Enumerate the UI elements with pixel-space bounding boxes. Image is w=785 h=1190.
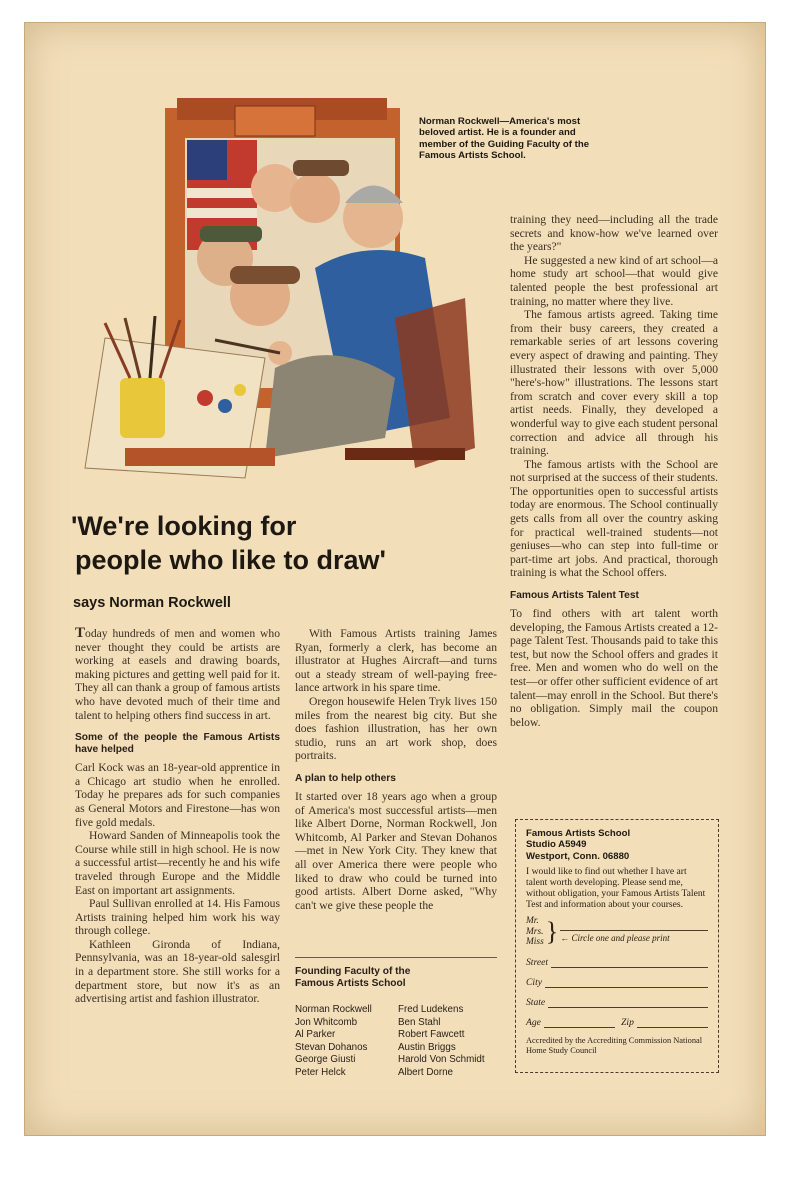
intro-paragraph: Today hundreds of men and women who never thought they could be artists are working at easels and drawing boards, making pictures and getting well paid for it. They all can thank a group of famous artists who have devoted much of their time and talent to helping others find success in art. — [75, 625, 280, 722]
zip-label: Zip — [621, 1016, 634, 1028]
accreditation-note: Accredited by the Accrediting Commission National Home Study Council — [526, 1035, 703, 1055]
faculty-divider — [295, 957, 497, 958]
faculty-box — [295, 966, 497, 1080]
faculty-member: Albert Dorne — [398, 1066, 453, 1078]
coupon-school: Famous Artists School — [526, 828, 631, 839]
state-field[interactable] — [526, 997, 708, 1008]
illustration-caption — [419, 116, 609, 162]
headline-line-2: people who like to draw' — [75, 545, 386, 575]
magazine-page — [24, 22, 766, 1136]
faculty-member: Austin Briggs — [398, 1041, 456, 1053]
faculty-left-column — [295, 1004, 394, 1080]
coupon-body: I would like to find out whether I have art talent worth developing. Please send me, without obligation, your Famous Artists Talent Test and information about your courses. — [526, 866, 706, 911]
headline — [71, 509, 491, 577]
paragraph-opportunities: The famous artists with the School are not surprised at the success of their students. The opportunities open to successful artists today are enormous. The School continually gets calls from all over the country asking for practical well-trained students—not geniuses—who can step into full-time or part-time art jobs. And practical, thorough training is what the School offers. — [510, 457, 718, 580]
coupon-form[interactable] — [515, 819, 719, 1073]
street-label: Street — [526, 956, 549, 968]
helped-subhead: Some of the people the Famous Artists have helped — [75, 732, 280, 756]
paragraph-suggested: He suggested a new kind of art school—a home study art school—that would give talented people the best professional art training, no matter where they live. — [510, 253, 718, 308]
faculty-member: Jon Whitcomb — [295, 1016, 358, 1028]
city-field[interactable] — [526, 977, 708, 988]
faculty-member: Peter Helck — [295, 1066, 346, 1078]
coupon-city: Westport, Conn. 06880 — [526, 850, 630, 862]
city-label: City — [526, 976, 542, 988]
zip-input[interactable] — [637, 1018, 708, 1028]
faculty-member: Fred Ludekens — [398, 1004, 464, 1015]
faculty-title: Founding Faculty of the Famous Artists School — [295, 966, 411, 989]
faculty-right-column — [398, 1004, 497, 1080]
state-label: State — [526, 996, 546, 1008]
title-option-miss[interactable]: Miss — [526, 937, 544, 948]
age-label: Age — [526, 1016, 541, 1028]
paragraph-plan: It started over 18 years ago when a group of America's most successful artists—men like Albert Dorne, Norman Rockwell, Jon Whitcomb, Al Parker and Stevan Dohanos—met in New York City. They knew that all over America there were people who liked to draw who could be turned into good artists. Albert Dorne asked, "Why can't we give these people the — [295, 789, 497, 912]
caption-text: —America's most beloved artist. He is a founder and member of the Guiding Faculty of the Famous Artists School. — [419, 116, 590, 162]
paragraph-training: training they need—including all the trade secrets and know-how we've learned over the years?" — [510, 213, 718, 254]
paragraph-kock: Carl Kock was an 18-year-old apprentice in a Chicago art studio when he enrolled. Today he prepares ads for such companies as General Motors and Firestone—has won five gold medals. — [75, 761, 280, 829]
faculty-member: Stevan Dohanos — [295, 1041, 368, 1053]
headline-line-1: 'We're looking for — [71, 511, 297, 541]
faculty-member: Norman Rockwell — [295, 1004, 372, 1015]
paragraph-agreed: The famous artists agreed. Taking time from their busy careers, they created a remarkable series of art lessons covering every aspect of drawing and painting. They illustrated their lessons with over 5,000 "here's-how" illustrations. The lessons start from scratch and cover every skill a top artist needs. Finally, they developed a wonderful way to give each student personal correction and advice all through his training. — [510, 308, 718, 458]
brace-icon: } — [545, 916, 559, 946]
faculty-list — [295, 1004, 497, 1080]
title-option-mr[interactable]: Mr. — [526, 916, 539, 927]
paragraph-talent-test: To find others with art talent worth developing, the Famous Artists created a 12-page Talent Test. Thousands paid to take this test, but now the School offers and grades it free. Men and women who do well on the test—or offer other sufficient evidence of art talent—may enroll in the School. But there's no obligation. Simply mail the coupon below. — [510, 607, 718, 729]
title-selector[interactable] — [526, 916, 708, 948]
paragraph-ryan: With Famous Artists training James Ryan, formerly a clerk, has become an illustrator at Hughes Aircraft—and turns out a steady stream of well-paying free-lance artwork in his spare time. — [295, 627, 497, 695]
faculty-member: Ben Stahl — [398, 1016, 441, 1028]
faculty-member: Al Parker — [295, 1029, 336, 1041]
name-field[interactable] — [560, 921, 708, 931]
circle-note: ← Circle one and please print — [560, 932, 670, 943]
state-input[interactable] — [548, 998, 708, 1008]
byline: says Norman Rockwell — [73, 595, 231, 611]
paragraph-sanden: Howard Sanden of Minneapolis took the Course while still in high school. He is now a successful artist—recently he and his wife traveled through Europe and the Middle East on important art assignments. — [75, 829, 280, 897]
coupon-studio: Studio A5949 — [526, 839, 587, 851]
paragraph-tryk: Oregon housewife Helen Tryk lives 150 miles from the nearest big city. But she does fashion illustration, has her own studio, runs an art work shop, does portraits. — [295, 694, 497, 763]
plan-subhead: A plan to help others — [295, 772, 396, 784]
title-options[interactable] — [526, 916, 544, 948]
talent-test-subhead: Famous Artists Talent Test — [510, 590, 639, 602]
age-zip-row[interactable] — [526, 1017, 708, 1028]
column-1 — [75, 627, 280, 1006]
paragraph-gironda: Kathleen Gironda of Indiana, Pennsylvania, was an 18-year-old salesgirl in a department store. She still works for a department store, but now it's as an advertising artist and fashion illustrator. — [75, 937, 280, 1006]
column-2 — [295, 627, 497, 912]
street-field[interactable] — [526, 957, 708, 968]
faculty-member: Robert Fawcett — [398, 1029, 465, 1041]
faculty-member: George Giusti — [295, 1054, 356, 1066]
column-3 — [510, 213, 718, 729]
street-input[interactable] — [551, 958, 708, 968]
age-input[interactable] — [544, 1018, 615, 1028]
caption-name: Norman Rockwell — [419, 116, 500, 127]
faculty-member: Harold Von Schmidt — [398, 1054, 485, 1066]
city-input[interactable] — [545, 978, 708, 988]
paragraph-sullivan: Paul Sullivan enrolled at 14. His Famous Artists training helped him work his way through college. — [75, 897, 280, 938]
title-option-mrs[interactable]: Mrs. — [526, 926, 544, 937]
